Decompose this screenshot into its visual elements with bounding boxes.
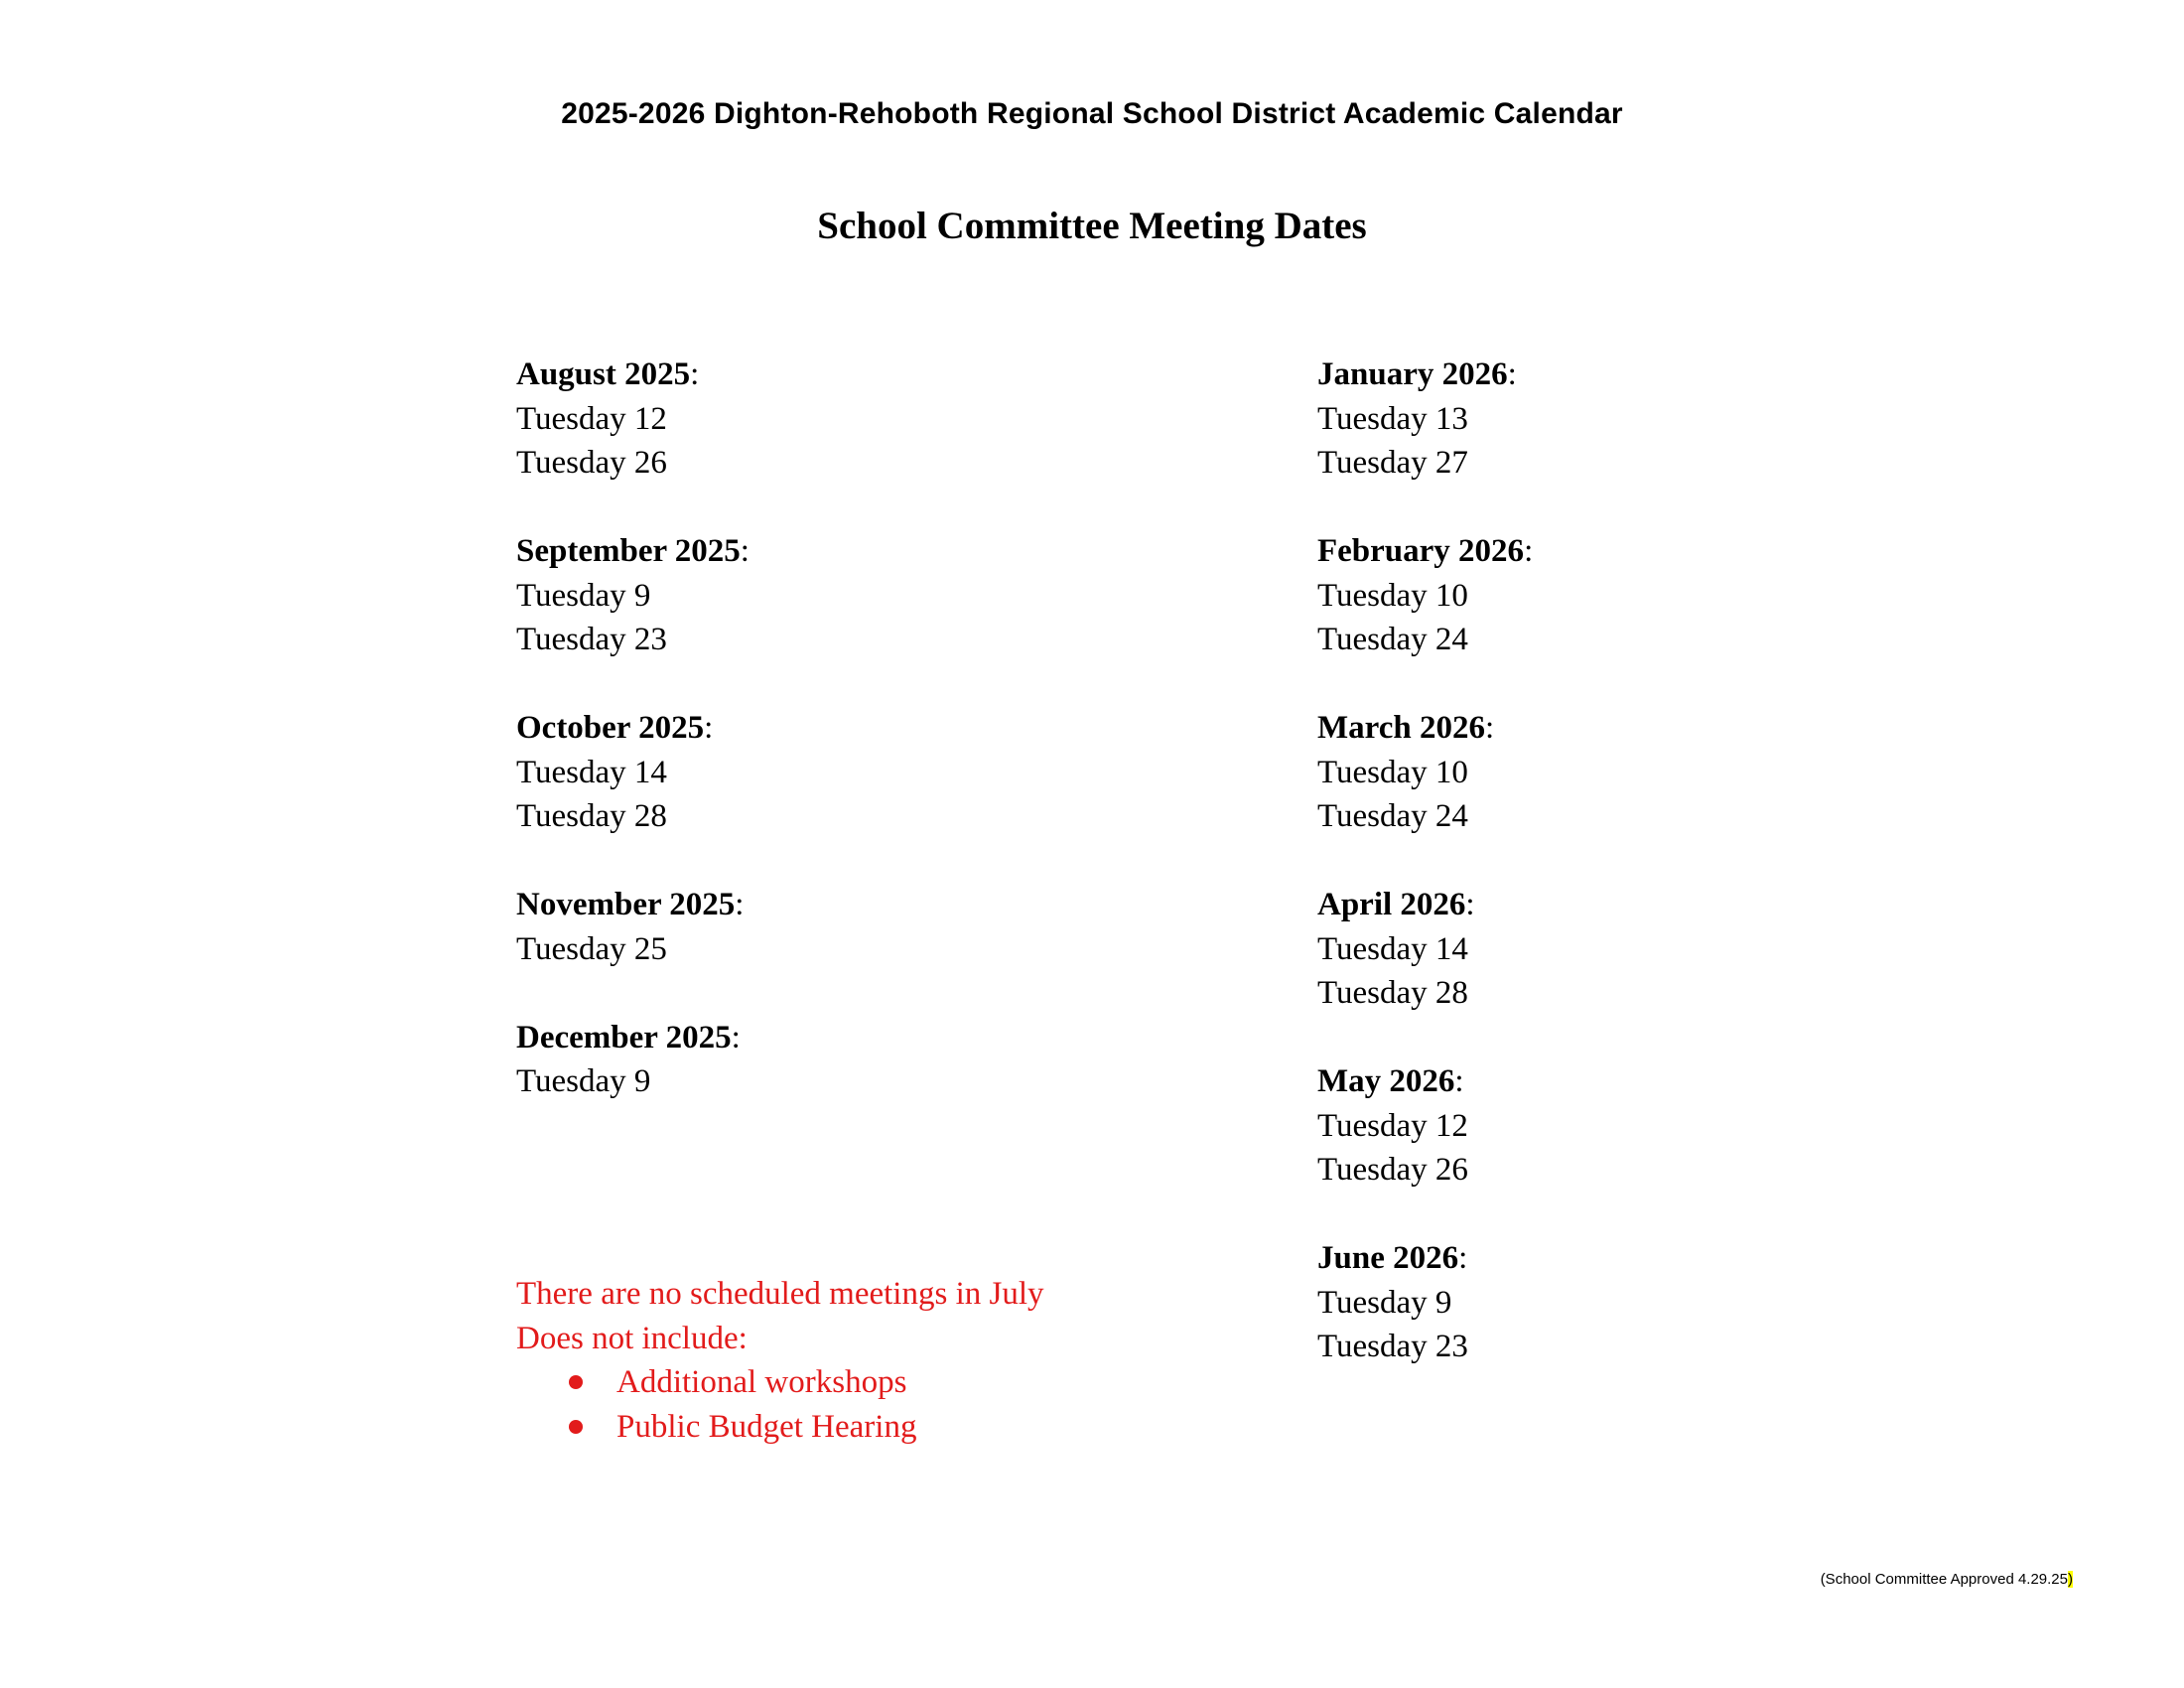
meeting-date: Tuesday 26 [516,445,667,481]
meeting-date: Tuesday 28 [1317,975,1468,1011]
month-heading: October 2025 [516,710,705,746]
month-heading: June 2026 [1317,1240,1459,1276]
excluded-item [516,1360,1044,1405]
month-block: May 2026: Tuesday 12 Tuesday 26 [1317,1059,1533,1193]
meeting-date: Tuesday 23 [1317,1329,1468,1364]
meeting-date: Tuesday 12 [1317,1107,1468,1144]
month-heading: May 2026 [1317,1063,1455,1099]
right-meeting-column [1317,352,1533,1413]
excluded-list [516,1360,1044,1449]
month-heading: April 2026 [1317,887,1466,922]
meeting-date: Tuesday 9 [516,1063,651,1099]
month-heading: August 2025 [516,356,691,392]
meeting-date: Tuesday 9 [1317,1284,1452,1321]
meeting-date: Tuesday 27 [1317,445,1468,481]
month-heading: March 2026 [1317,710,1485,746]
meeting-date: Tuesday 14 [516,754,667,790]
meeting-date: Tuesday 24 [1317,622,1468,657]
excluded-item-label: Additional workshops [616,1364,907,1400]
meeting-date: Tuesday 13 [1317,400,1468,437]
bullet-icon [569,1420,583,1434]
month-heading: January 2026 [1317,356,1508,392]
meeting-date: Tuesday 23 [516,622,667,657]
meeting-date: Tuesday 10 [1317,754,1468,790]
month-block: November 2025: Tuesday 25 [516,883,750,971]
meeting-date: Tuesday 24 [1317,798,1468,834]
bullet-icon [569,1375,583,1389]
no-july-note: There are no scheduled meetings in July [516,1276,1044,1312]
meeting-date: Tuesday 28 [516,798,667,834]
month-block: June 2026: Tuesday 9 Tuesday 23 [1317,1236,1533,1369]
approval-close-paren: ) [2068,1571,2073,1588]
meeting-notes [516,1272,1044,1449]
meeting-date: Tuesday 12 [516,400,667,437]
month-block: August 2025: Tuesday 12 Tuesday 26 [516,352,750,486]
page-title: 2025-2026 Dighton-Rehoboth Regional School District Academic Calendar [561,97,1623,130]
meeting-date: Tuesday 26 [1317,1152,1468,1188]
month-heading: November 2025 [516,887,736,922]
month-block: January 2026: Tuesday 13 Tuesday 27 [1317,352,1533,486]
approval-text: (School Committee Approved 4.29.25 [1820,1571,2068,1588]
meeting-date: Tuesday 25 [516,930,667,967]
meeting-date: Tuesday 9 [516,577,651,614]
excludes-label: Does not include: [516,1320,748,1356]
month-block: February 2026: Tuesday 10 Tuesday 24 [1317,529,1533,662]
month-block: September 2025: Tuesday 9 Tuesday 23 [516,529,750,662]
excluded-item-label: Public Budget Hearing [616,1408,917,1445]
meeting-date: Tuesday 14 [1317,930,1468,967]
month-block: April 2026: Tuesday 14 Tuesday 28 [1317,883,1533,1016]
month-heading: February 2026 [1317,533,1525,569]
month-block: December 2025: Tuesday 9 [516,1016,750,1104]
month-heading: December 2025 [516,1019,732,1055]
month-heading: September 2025 [516,533,741,569]
page-subtitle: School Committee Meeting Dates [817,205,1367,247]
approval-note [1821,1571,2073,1588]
left-meeting-column [516,352,750,1148]
month-block: October 2025: Tuesday 14 Tuesday 28 [516,706,750,839]
excluded-item [516,1405,1044,1450]
meeting-date: Tuesday 10 [1317,577,1468,614]
month-block: March 2026: Tuesday 10 Tuesday 24 [1317,706,1533,839]
